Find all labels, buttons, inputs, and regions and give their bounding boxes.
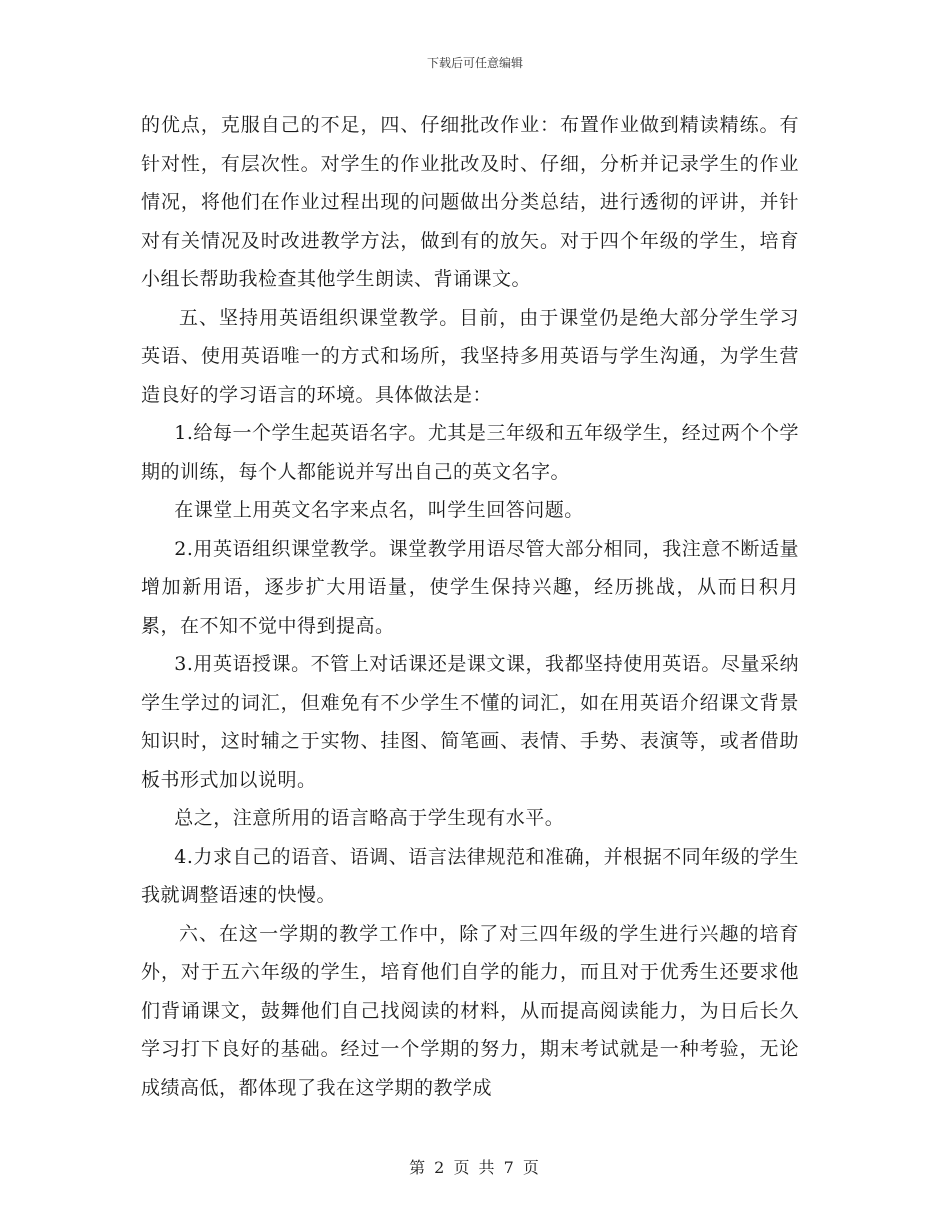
paragraph-4: 在课堂上用英文名字来点名，叫学生回答问题。 (174, 499, 584, 521)
paragraph-3: 1.给每一个学生起英语名字。尤其是三年级和五年级学生，经过两个个学期的训练，每个人都能说并写出自己的英文名字。 (141, 422, 799, 483)
page-number-footer: 第 2 页 共 7 页 (409, 1158, 541, 1177)
paragraph-7: 总之，注意所用的语言略高于学生现有水平。 (174, 807, 565, 829)
paragraph-1: 的优点，克服自己的不足，四、仔细批改作业：布置作业做到精读精练。有针对性，有层次性。对学生的作业批改及时、仔细，分析并记录学生的作业情况，将他们在作业过程出现的问题做出分类总结，进行透彻的评讲，并针对有关情况及时改进教学方法，做到有的放矢。对于四个年级的学生，培育小组长帮助我检查其他学生朗读、背诵课文。 (141, 114, 799, 290)
document-body (141, 106, 799, 1107)
paragraph-2: 五、坚持用英语组织课堂教学。目前，由于课堂仍是绝大部分学生学习英语、使用英语唯一的方式和场所，我坚持多用英语与学生沟通，为学生营造良好的学习语言的环境。具体做法是： (141, 306, 799, 406)
paragraph-8: 4.力求自己的语音、语调、语言法律规范和准确，并根据不同年级的学生我就调整语速的快慢。 (141, 845, 799, 906)
paragraph-5: 2.用英语组织课堂教学。课堂教学用语尽管大部分相同，我注意不断适量增加新用语，逐步扩大用语量，使学生保持兴趣，经历挑战，从而日积月累，在不知不觉中得到提高。 (141, 537, 799, 637)
page-header: 下载后可任意编辑 (426, 56, 523, 70)
paragraph-6: 3.用英语授课。不管上对话课还是课文课，我都坚持使用英语。尽量采纳学生学过的词汇，但难免有不少学生不懂的词汇，如在用英语介绍课文背景知识时，这时辅之于实物、挂图、简笔画、表情、手势、表演等，或者借助板书形式加以说明。 (141, 653, 799, 791)
paragraph-9: 六、在这一学期的教学工作中，除了对三四年级的学生进行兴趣的培育外，对于五六年级的学生，培育他们自学的能力，而且对于优秀生还要求他们背诵课文，鼓舞他们自己找阅读的材料，从而提高阅读能力，为日后长久学习打下良好的基础。经过一个学期的努力，期末考试就是一种考验，无论成绩高低，都体现了我在这学期的教学成 (141, 922, 799, 1099)
